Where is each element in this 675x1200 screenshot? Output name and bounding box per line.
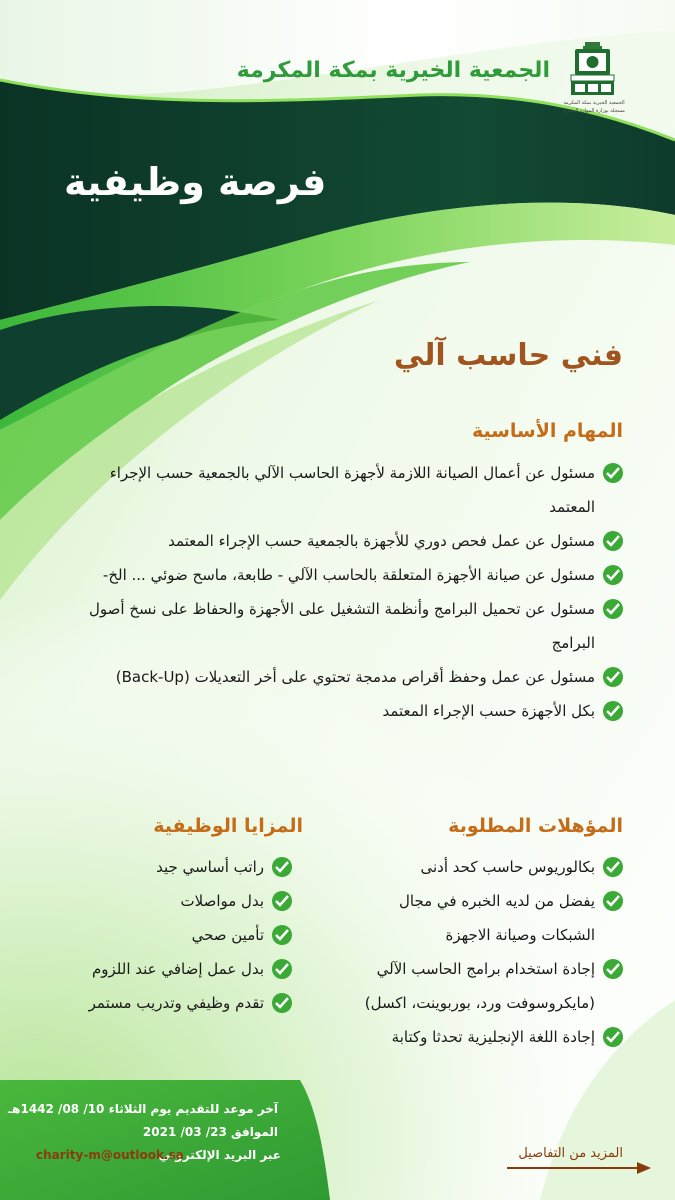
- tasks-heading: المهام الأساسية: [471, 420, 623, 442]
- task-text: مسئول عن عمل وحفظ أقراص مدمجة تحتوي على أخر التعديلات (Back-Up): [115, 668, 595, 686]
- check-icon: [603, 1027, 623, 1047]
- qualification-text: إجادة اللغة الإنجليزية تحدثا وكتابة: [391, 1028, 595, 1046]
- check-icon: [272, 959, 292, 979]
- benefit-text: تقدم وظيفي وتدريب مستمر: [88, 994, 264, 1012]
- qualification-text: يفضل من لديه الخبره في مجال الشبكات وصيانة الاجهزة: [398, 892, 595, 944]
- list-item: [83, 592, 623, 660]
- benefit-text: بدل عمل إضافي عند اللزوم: [91, 960, 264, 978]
- logo-caption: الجمعية الخيرية بمكة المكرمة: [563, 100, 625, 106]
- qualification-text: بكالوريوس حاسب كحد أدنى: [420, 858, 595, 876]
- check-icon: [603, 599, 623, 619]
- arrow-right-icon[interactable]: [505, 1158, 655, 1178]
- benefit-text: راتب أساسي جيد: [156, 858, 264, 876]
- check-icon: [603, 565, 623, 585]
- benefit-text: تأمين صحي: [191, 926, 264, 944]
- check-icon: [272, 993, 292, 1013]
- list-item: [343, 952, 623, 1020]
- check-icon: [603, 667, 623, 687]
- check-icon: [603, 531, 623, 551]
- list-item: [83, 456, 623, 524]
- list-item: [343, 850, 623, 884]
- list-item: [83, 660, 623, 694]
- list-item: [343, 1020, 623, 1054]
- email-link[interactable]: charity-m@outlook.sa: [36, 1148, 184, 1162]
- qualifications-heading: المؤهلات المطلوبة: [448, 815, 623, 837]
- footer-shape: [0, 1080, 330, 1200]
- list-item: [83, 524, 623, 558]
- tasks-list: [83, 456, 623, 728]
- list-item: [83, 694, 623, 728]
- email-label: عبر البريد الإلكتروني: [158, 1148, 281, 1162]
- gregorian-date: الموافق 23/ 03/ 2021: [142, 1125, 278, 1139]
- qualifications-list: [343, 850, 623, 1054]
- check-icon: [603, 891, 623, 911]
- check-icon: [603, 463, 623, 483]
- task-text: مسئول عن صيانة الأجهزة المتعلقة بالحاسب الآلي - طابعة، ماسح ضوئي ... الخ-: [102, 566, 595, 584]
- list-item: [62, 952, 292, 986]
- task-text: مسئول عن تحميل البرامج وأنظمة التشغيل على الأجهزة والحفاظ على نسخ أصول البرامج: [89, 600, 595, 652]
- org-name: الجمعية الخيرية بمكة المكرمة: [236, 58, 550, 83]
- position-title: فني حاسب آلي: [393, 338, 623, 373]
- list-item: [83, 558, 623, 592]
- task-text: مسئول عن أعمال الصيانة اللازمة لأجهزة الحاسب الآلي بالجمعية حسب الإجراء المعتمد: [109, 464, 595, 516]
- benefit-text: بدل مواصلات: [180, 892, 264, 910]
- check-icon: [603, 959, 623, 979]
- org-logo: [565, 40, 620, 118]
- deadline-text: آخر موعد للتقديم يوم الثلاثاء 10/ 08/ 1442هـ: [8, 1102, 278, 1116]
- task-text: مسئول عن عمل فحص دوري للأجهزة بالجمعية حسب الإجراء المعتمد: [168, 532, 595, 550]
- qualification-text: إجادة استخدام برامج الحاسب الآلي (مايكروسوفت ورد، بوربوينت، اكسل): [364, 960, 595, 1012]
- check-icon: [272, 857, 292, 877]
- task-text: بكل الأجهزة حسب الإجراء المعتمد: [382, 702, 595, 720]
- list-item: [343, 884, 623, 952]
- email-row: [36, 1148, 281, 1168]
- benefits-heading: المزايا الوظيفية: [153, 815, 303, 837]
- banner-title: فرصة وظيفية: [64, 160, 327, 204]
- check-icon: [272, 891, 292, 911]
- benefits-list: [62, 850, 292, 1020]
- list-item: [62, 918, 292, 952]
- list-item: [62, 884, 292, 918]
- logo-caption-secondary: مسجلة بوزارة الموارد البشرية: [562, 108, 625, 114]
- list-item: [62, 850, 292, 884]
- list-item: [62, 986, 292, 1020]
- check-icon: [603, 701, 623, 721]
- check-icon: [603, 857, 623, 877]
- check-icon: [272, 925, 292, 945]
- more-details-link[interactable]: المزيد من التفاصيل: [518, 1146, 623, 1161]
